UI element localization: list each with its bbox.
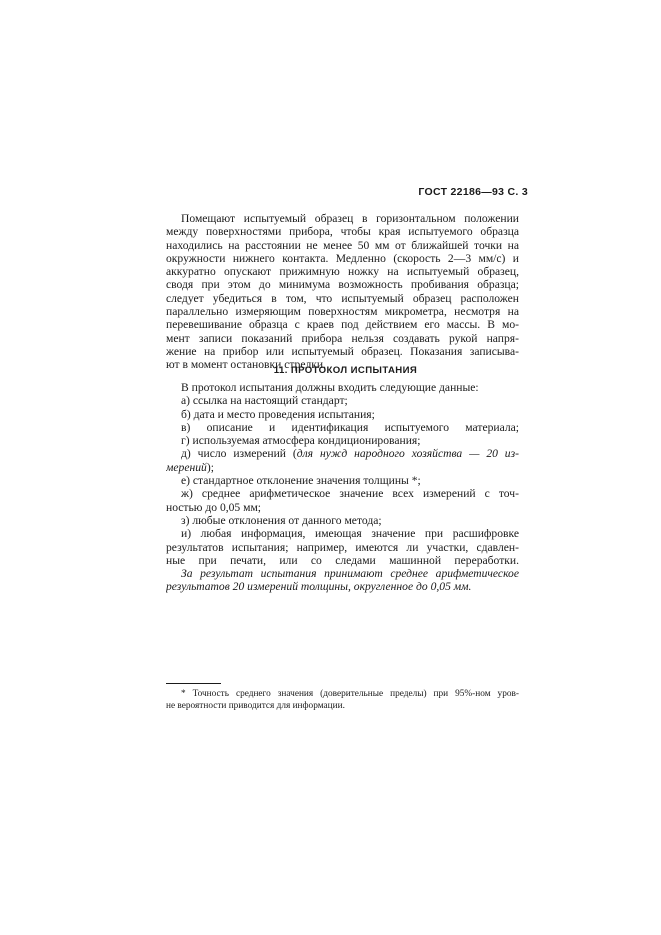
text-line: находились на расстоянии не менее 50 мм от ближайшей точки на	[166, 238, 519, 252]
result-statement-line-1: За результат испытания принимают среднее арифметическое	[181, 567, 519, 581]
text-line: сводя при этом до минимума возможность пробивания образца;	[166, 278, 519, 292]
list-item-d-end: );	[206, 460, 214, 474]
list-item-i-line-3: ные при печати, или со следами машинной переработки.	[166, 553, 519, 567]
text-line: аккуратно опускают прижимную ножку на испытуемый образец,	[166, 265, 519, 279]
footnote-divider	[166, 683, 221, 684]
list-item-i-line-2: результатов испытания; например, имеются ли участки, сдавлен-	[166, 540, 519, 554]
text-line: перевешивание образца с краев под действием его массы. В мо-	[166, 318, 519, 332]
section-heading-text: 11. ПРОТОКОЛ ИСПЫТАНИЯ	[273, 365, 418, 376]
text-line: между поверхностями прибора, чтобы края испытуемого образца	[166, 225, 519, 239]
list-item-b: б) дата и место проведения испытания;	[181, 407, 375, 421]
result-statement-line-2: результатов 20 измерений толщины, округленное до 0,05 мм.	[166, 580, 472, 594]
running-header: ГОСТ 22186—93 С. 3	[418, 186, 528, 198]
section-heading	[0, 365, 661, 376]
footnote-line-2: не вероятности приводится для информации.	[166, 701, 345, 712]
text-line: жение на прибор или испытуемый образец. Показания записыва-	[166, 344, 519, 358]
text-line: параллельно измеряющим поверхностям микрометра, несмотря на	[166, 305, 519, 319]
list-item-zh-line-2: ностью до 0,05 мм;	[166, 500, 262, 514]
list-item-d-text: д) число измерений (	[181, 447, 297, 461]
text-line: ют в момент остановки стрелки.	[166, 358, 327, 372]
list-item-d-line-2	[166, 461, 519, 474]
list-item-d-line-1	[166, 447, 519, 460]
footnote-line-1: * Точность среднего значения (доверительные пределы) при 95%-ном уров-	[181, 689, 519, 699]
list-item-zh-line-1: ж) среднее арифметическое значение всех измерений с точ-	[181, 487, 519, 501]
paragraph-measurement-procedure	[166, 212, 519, 372]
list-intro: В протокол испытания должны входить следующие данные:	[181, 381, 479, 394]
text-line: окружности нижнего контакта. Медленно (скорость 2—3 мм/с) и	[166, 251, 519, 265]
text-line: следует убедиться в том, что испытуемый образец расположен	[166, 291, 519, 305]
list-item-a: а) ссылка на настоящий стандарт;	[181, 394, 348, 408]
list-item-d-italic-cont: мерений	[166, 460, 207, 474]
text-line: Помещают испытуемый образец в горизонтальном положении	[181, 212, 519, 225]
list-item-v: в) описание и идентификация испытуемого материала;	[181, 420, 519, 434]
protocol-list	[166, 381, 519, 594]
list-item-i-line-1: и) любая информация, имеющая значение при расшифровке	[181, 527, 519, 541]
footnote	[166, 688, 519, 712]
list-item-d-italic: для нужд народного хозяйства — 20 из-	[296, 447, 519, 461]
text-line: мент записи показаний прибора нельзя создавать рукой напря-	[166, 331, 519, 345]
list-item-g: г) используемая атмосфера кондиционирования;	[181, 434, 421, 448]
list-item-z: з) любые отклонения от данного метода;	[181, 513, 382, 527]
list-item-e: е) стандартное отклонение значения толщины *;	[181, 474, 421, 488]
